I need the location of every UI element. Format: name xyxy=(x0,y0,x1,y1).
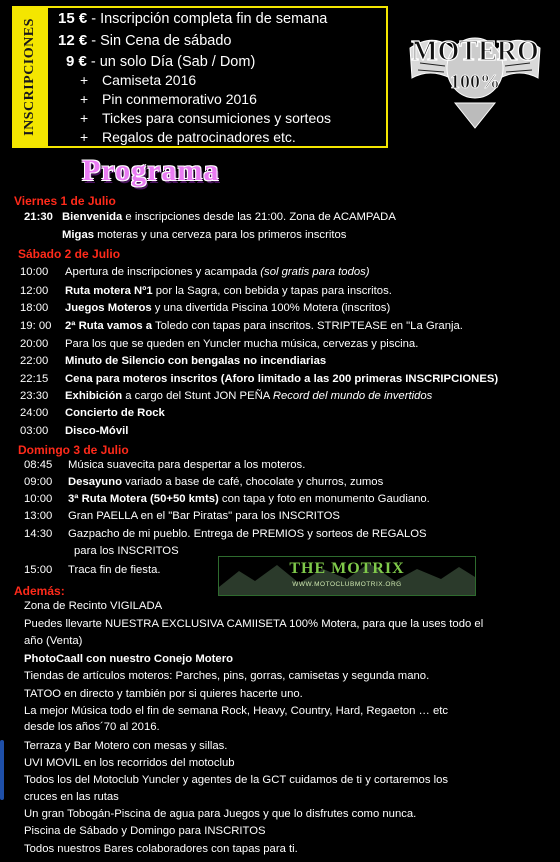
motrix-banner xyxy=(218,556,476,596)
price-line-full xyxy=(58,10,327,27)
motrix-url: WWW.MOTOCLUBMOTRIX.ORG xyxy=(292,581,402,588)
event-row: Migas moteras y una cerveza para los primeros inscritos xyxy=(62,229,347,241)
motero-logo xyxy=(400,8,550,138)
price-line-no-dinner xyxy=(58,32,232,49)
ademas-line: Zona de Recinto VIGILADA xyxy=(24,600,163,612)
event-row: 12:00 Ruta motera Nº1 por la Sagra, con bebida y tapas para inscritos. xyxy=(20,285,392,297)
event-row: 24:00 Concierto de Rock xyxy=(20,407,165,419)
perk-item: + Camiseta 2016 xyxy=(80,72,197,88)
ademas-line: Todos los del Motoclub Yuncler y agentes de la GCT cuidamos de ti y cortaremos los xyxy=(24,774,449,786)
price-no-dinner: 12 € xyxy=(58,32,88,49)
programa-title: Programa xyxy=(82,154,220,187)
day-viernes: Viernes 1 de Julio xyxy=(14,194,116,208)
event-row: 23:30 Exhibición a cargo del Stunt JON PEÑA Record del mundo de invertidos xyxy=(20,390,433,402)
event-row: 13:00 Gran PAELLA en el "Bar Piratas" para los INSCRITOS xyxy=(24,510,340,522)
event-row: 21:30 Bienvenida e inscripciones desde las 21:00. Zona de ACAMPADA xyxy=(24,211,396,223)
day-sabado: Sábado 2 de Julio xyxy=(18,247,121,261)
ademas-line: Puedes llevarte NUESTRA EXCLUSIVA CAMIISETA 100% Motera, para que la uses todo el xyxy=(24,618,484,630)
price-full-desc: - Inscripción completa fin de semana xyxy=(87,11,328,27)
event-row: 15:00 Traca fin de fiesta. xyxy=(24,564,161,576)
logo-sub: 100% xyxy=(450,71,500,93)
ademas-line: PhotoCaall con nuestro Conejo Motero xyxy=(24,653,233,665)
ademas-line: La mejor Música todo el fin de semana Rock, Heavy, Country, Hard, Regaeton … etc xyxy=(24,705,449,717)
ademas-line: Piscina de Sábado y Domingo para INSCRITOS xyxy=(24,825,266,837)
event-row: 08:45 Música suavecita para despertar a los moteros. xyxy=(24,459,306,471)
event-row: para los INSCRITOS xyxy=(74,545,179,557)
event-row: 19: 00 2ª Ruta vamos a Toledo con tapas para inscritos. STRIPTEASE en "La Granja. xyxy=(20,320,463,332)
event-row: 18:00 Juegos Moteros y una divertida Piscina 100% Motera (inscritos) xyxy=(20,302,391,314)
inscripciones-side-label xyxy=(12,6,48,148)
ademas-line: año (Venta) xyxy=(24,635,83,647)
event-row: 09:00 Desayuno variado a base de café, chocolate y churros, zumos xyxy=(24,476,384,488)
motrix-title: THE MOTRIX xyxy=(289,560,405,577)
perk-item: + Tickes para consumiciones y sorteos xyxy=(80,110,332,126)
ademas-line: Todos nuestros Bares colaboradores con tapas para ti. xyxy=(24,843,298,855)
ademas-line: Un gran Tobogán-Piscina de agua para Juegos y que lo disfrutes como nunca. xyxy=(24,808,417,820)
day-domingo: Domingo 3 de Julio xyxy=(18,443,129,457)
price-no-dinner-desc: - Sin Cena de sábado xyxy=(87,33,232,49)
ademas-heading: Además: xyxy=(14,584,65,598)
event-row: 14:30 Gazpacho de mi pueblo. Entrega de PREMIOS y sorteos de REGALOS xyxy=(24,528,427,540)
event-row: 22:00 Minuto de Silencio con bengalas no incendiarias xyxy=(20,355,327,367)
event-row: 22:15 Cena para moteros inscritos (Aforo limitado a las 200 primeras INSCRIPCIONES) xyxy=(20,373,499,385)
event-row: 10:00 Apertura de inscripciones y acampada (sol gratis para todos) xyxy=(20,266,370,278)
ademas-line: UVI MOVIL en los recorridos del motoclub xyxy=(24,757,235,769)
price-one-day: 9 € xyxy=(66,53,87,70)
event-row: 10:00 3ª Ruta Motera (50+50 kmts) con tapa y foto en monumento Gaudiano. xyxy=(24,493,430,505)
price-one-day-desc: - un solo Día (Sab / Dom) xyxy=(86,54,256,70)
ademas-line: desde los años´70 al 2016. xyxy=(24,721,160,733)
perk-item: + Regalos de patrocinadores etc. xyxy=(80,129,296,145)
event-row: 20:00 Para los que se queden en Yuncler mucha música, cervezas y piscina. xyxy=(20,338,419,350)
ademas-line: cruces en las rutas xyxy=(24,791,119,803)
price-full: 15 € xyxy=(58,10,88,27)
ademas-line: TATOO en directo y también por si quieres hacerte uno. xyxy=(24,688,303,700)
edge-decoration xyxy=(0,740,4,800)
ademas-line: Terraza y Bar Motero con mesas y sillas. xyxy=(24,740,228,752)
inscripciones-label: INSCRIPCIONES xyxy=(22,18,37,136)
logo-brand: MOTERO xyxy=(411,36,539,67)
perk-item: + Pin conmemorativo 2016 xyxy=(80,91,257,107)
ademas-line: Tiendas de artículos moteros: Parches, pins, gorras, camisetas y segunda mano. xyxy=(24,670,430,682)
event-row: 03:00 Disco-Móvil xyxy=(20,425,129,437)
price-line-one-day xyxy=(66,53,255,70)
